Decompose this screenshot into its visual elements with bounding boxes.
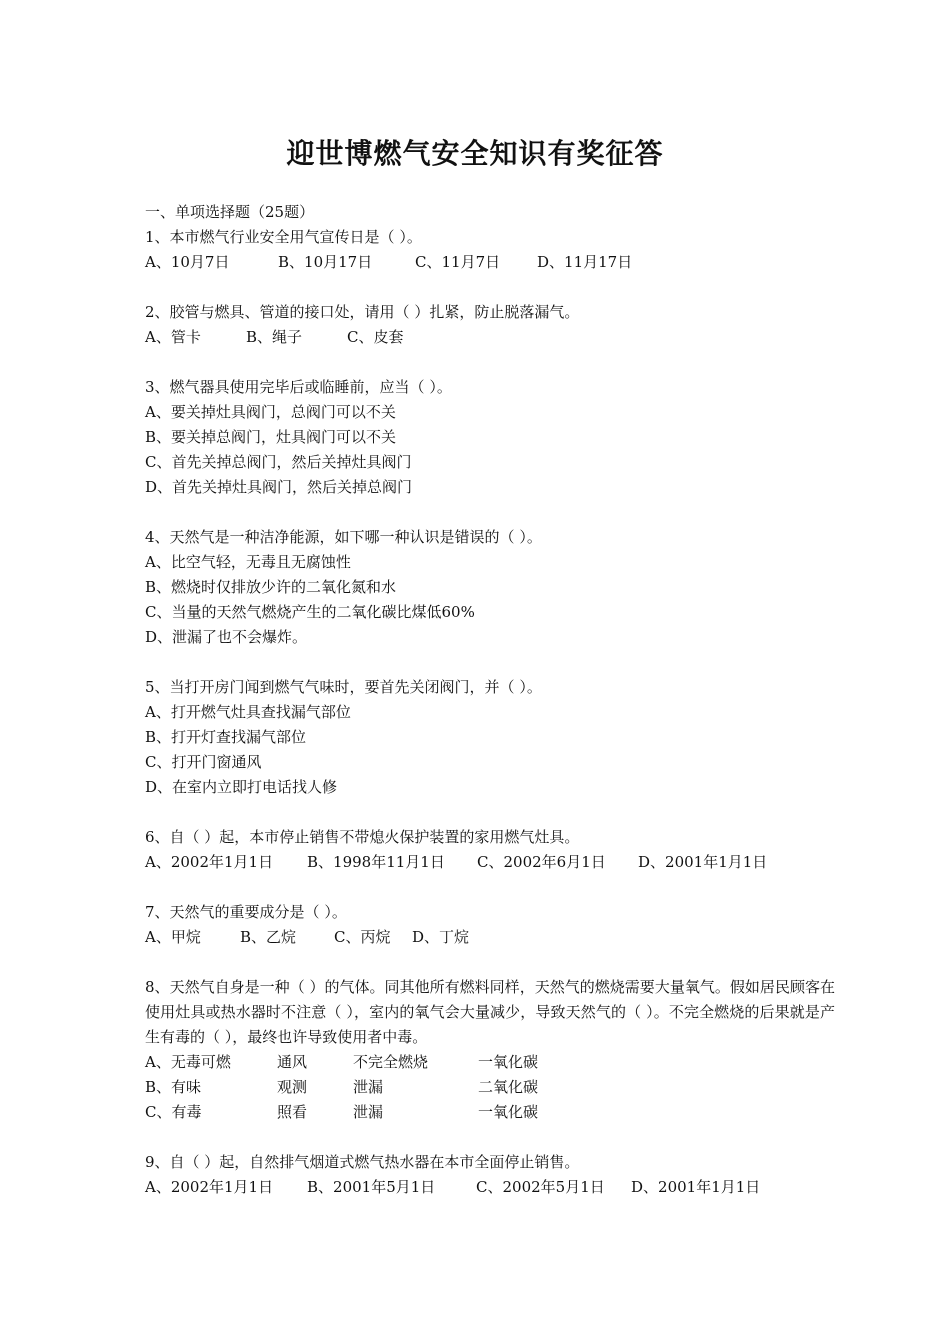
option: B、10月17日: [278, 253, 373, 271]
option: D、2001年1月1日: [638, 853, 768, 871]
option: D、丁烷: [412, 928, 470, 946]
question-8-options: [145, 1050, 835, 1125]
question-7-options: [145, 925, 835, 950]
option: A、要关掉灶具阀门，总阀门可以不关: [145, 403, 396, 421]
option-cell: 二氧化碳: [478, 1078, 539, 1096]
option: D、泄漏了也不会爆炸。: [145, 628, 308, 646]
option: C、11月7日: [415, 253, 501, 271]
document-title: 迎世博燃气安全知识有奖征答: [286, 137, 664, 170]
option: A、甲烷: [145, 928, 201, 946]
option: B、要关掉总阀门，灶具阀门可以不关: [145, 428, 397, 446]
question-3: 3、燃气器具使用完毕后或临睡前，应当（ ）。: [145, 378, 452, 396]
option: A、比空气轻，无毒且无腐蚀性: [145, 553, 351, 571]
option: A、2002年1月1日: [145, 853, 274, 871]
option-cell: 不完全燃烧: [353, 1053, 429, 1071]
question-6-options: [145, 850, 835, 875]
option: C、2002年5月1日: [476, 1178, 605, 1196]
option: C、2002年6月1日: [477, 853, 606, 871]
option: A、管卡: [145, 328, 201, 346]
option-cell: 观测: [277, 1078, 308, 1096]
option-cell: 照看: [277, 1103, 308, 1121]
option: B、2001年5月1日: [307, 1178, 436, 1196]
option: D、11月17日: [537, 253, 633, 271]
option: B、绳子: [246, 328, 303, 346]
option: B、乙烷: [240, 928, 297, 946]
option-cell: A、无毒可燃: [145, 1053, 231, 1071]
option-cell: C、有毒: [145, 1103, 202, 1121]
option: B、1998年11月1日: [307, 853, 445, 871]
option: C、首先关掉总阀门，然后关掉灶具阀门: [145, 453, 412, 471]
document-body: [145, 200, 835, 1200]
question-5: 5、当打开房门闻到燃气气味时，要首先关闭阀门，并（ ）。: [145, 678, 542, 696]
question-9: 9、自（ ）起，自然排气烟道式燃气热水器在本市全面停止销售。: [145, 1153, 580, 1171]
section-heading: 一、单项选择题（25题）: [145, 203, 315, 221]
question-6: 6、自（ ）起，本市停止销售不带熄火保护装置的家用燃气灶具。: [145, 828, 580, 846]
option: A、打开燃气灶具查找漏气部位: [145, 703, 351, 721]
question-1-options: [145, 250, 835, 275]
question-7: 7、天然气的重要成分是（ ）。: [145, 903, 347, 921]
option-cell: B、有味: [145, 1078, 202, 1096]
question-9-options: [145, 1175, 835, 1200]
option: A、10月7日: [145, 253, 230, 271]
option-cell: 一氧化碳: [478, 1053, 539, 1071]
option: D、2001年1月1日: [631, 1178, 761, 1196]
option: A、2002年1月1日: [145, 1178, 274, 1196]
question-2: 2、胶管与燃具、管道的接口处，请用（ ）扎紧，防止脱落漏气。: [145, 303, 580, 321]
question-2-options: [145, 325, 835, 350]
question-4: 4、天然气是一种洁净能源，如下哪一种认识是错误的（ ）。: [145, 528, 542, 546]
option-cell: 泄漏: [353, 1103, 384, 1121]
option: C、打开门窗通风: [145, 753, 262, 771]
option: C、丙烷: [334, 928, 391, 946]
option-cell: 泄漏: [353, 1078, 384, 1096]
question-8: 8、天然气自身是一种（ ）的气体。同其他所有燃料同样，天然气的燃烧需要大量氧气。假如居民顾客在使用灶具或热水器时不注意（ ），室内的氧气会大量减少，导致天然气的（ ）。不完全燃烧的后果就是产生有毒的（ ），最终也许导致使用者中毒。: [145, 978, 835, 1046]
option-cell: 一氧化碳: [478, 1103, 539, 1121]
option-cell: 通风: [277, 1053, 308, 1071]
option: D、首先关掉灶具阀门，然后关掉总阀门: [145, 478, 413, 496]
option: C、当量的天然气燃烧产生的二氧化碳比煤低60%: [145, 603, 475, 621]
option: B、打开灯查找漏气部位: [145, 728, 307, 746]
question-1: 1、本市燃气行业安全用气宣传日是（ ）。: [145, 228, 422, 246]
option: C、皮套: [347, 328, 404, 346]
option: B、燃烧时仅排放少许的二氧化氮和水: [145, 578, 397, 596]
option: D、在室内立即打电话找人修: [145, 778, 338, 796]
